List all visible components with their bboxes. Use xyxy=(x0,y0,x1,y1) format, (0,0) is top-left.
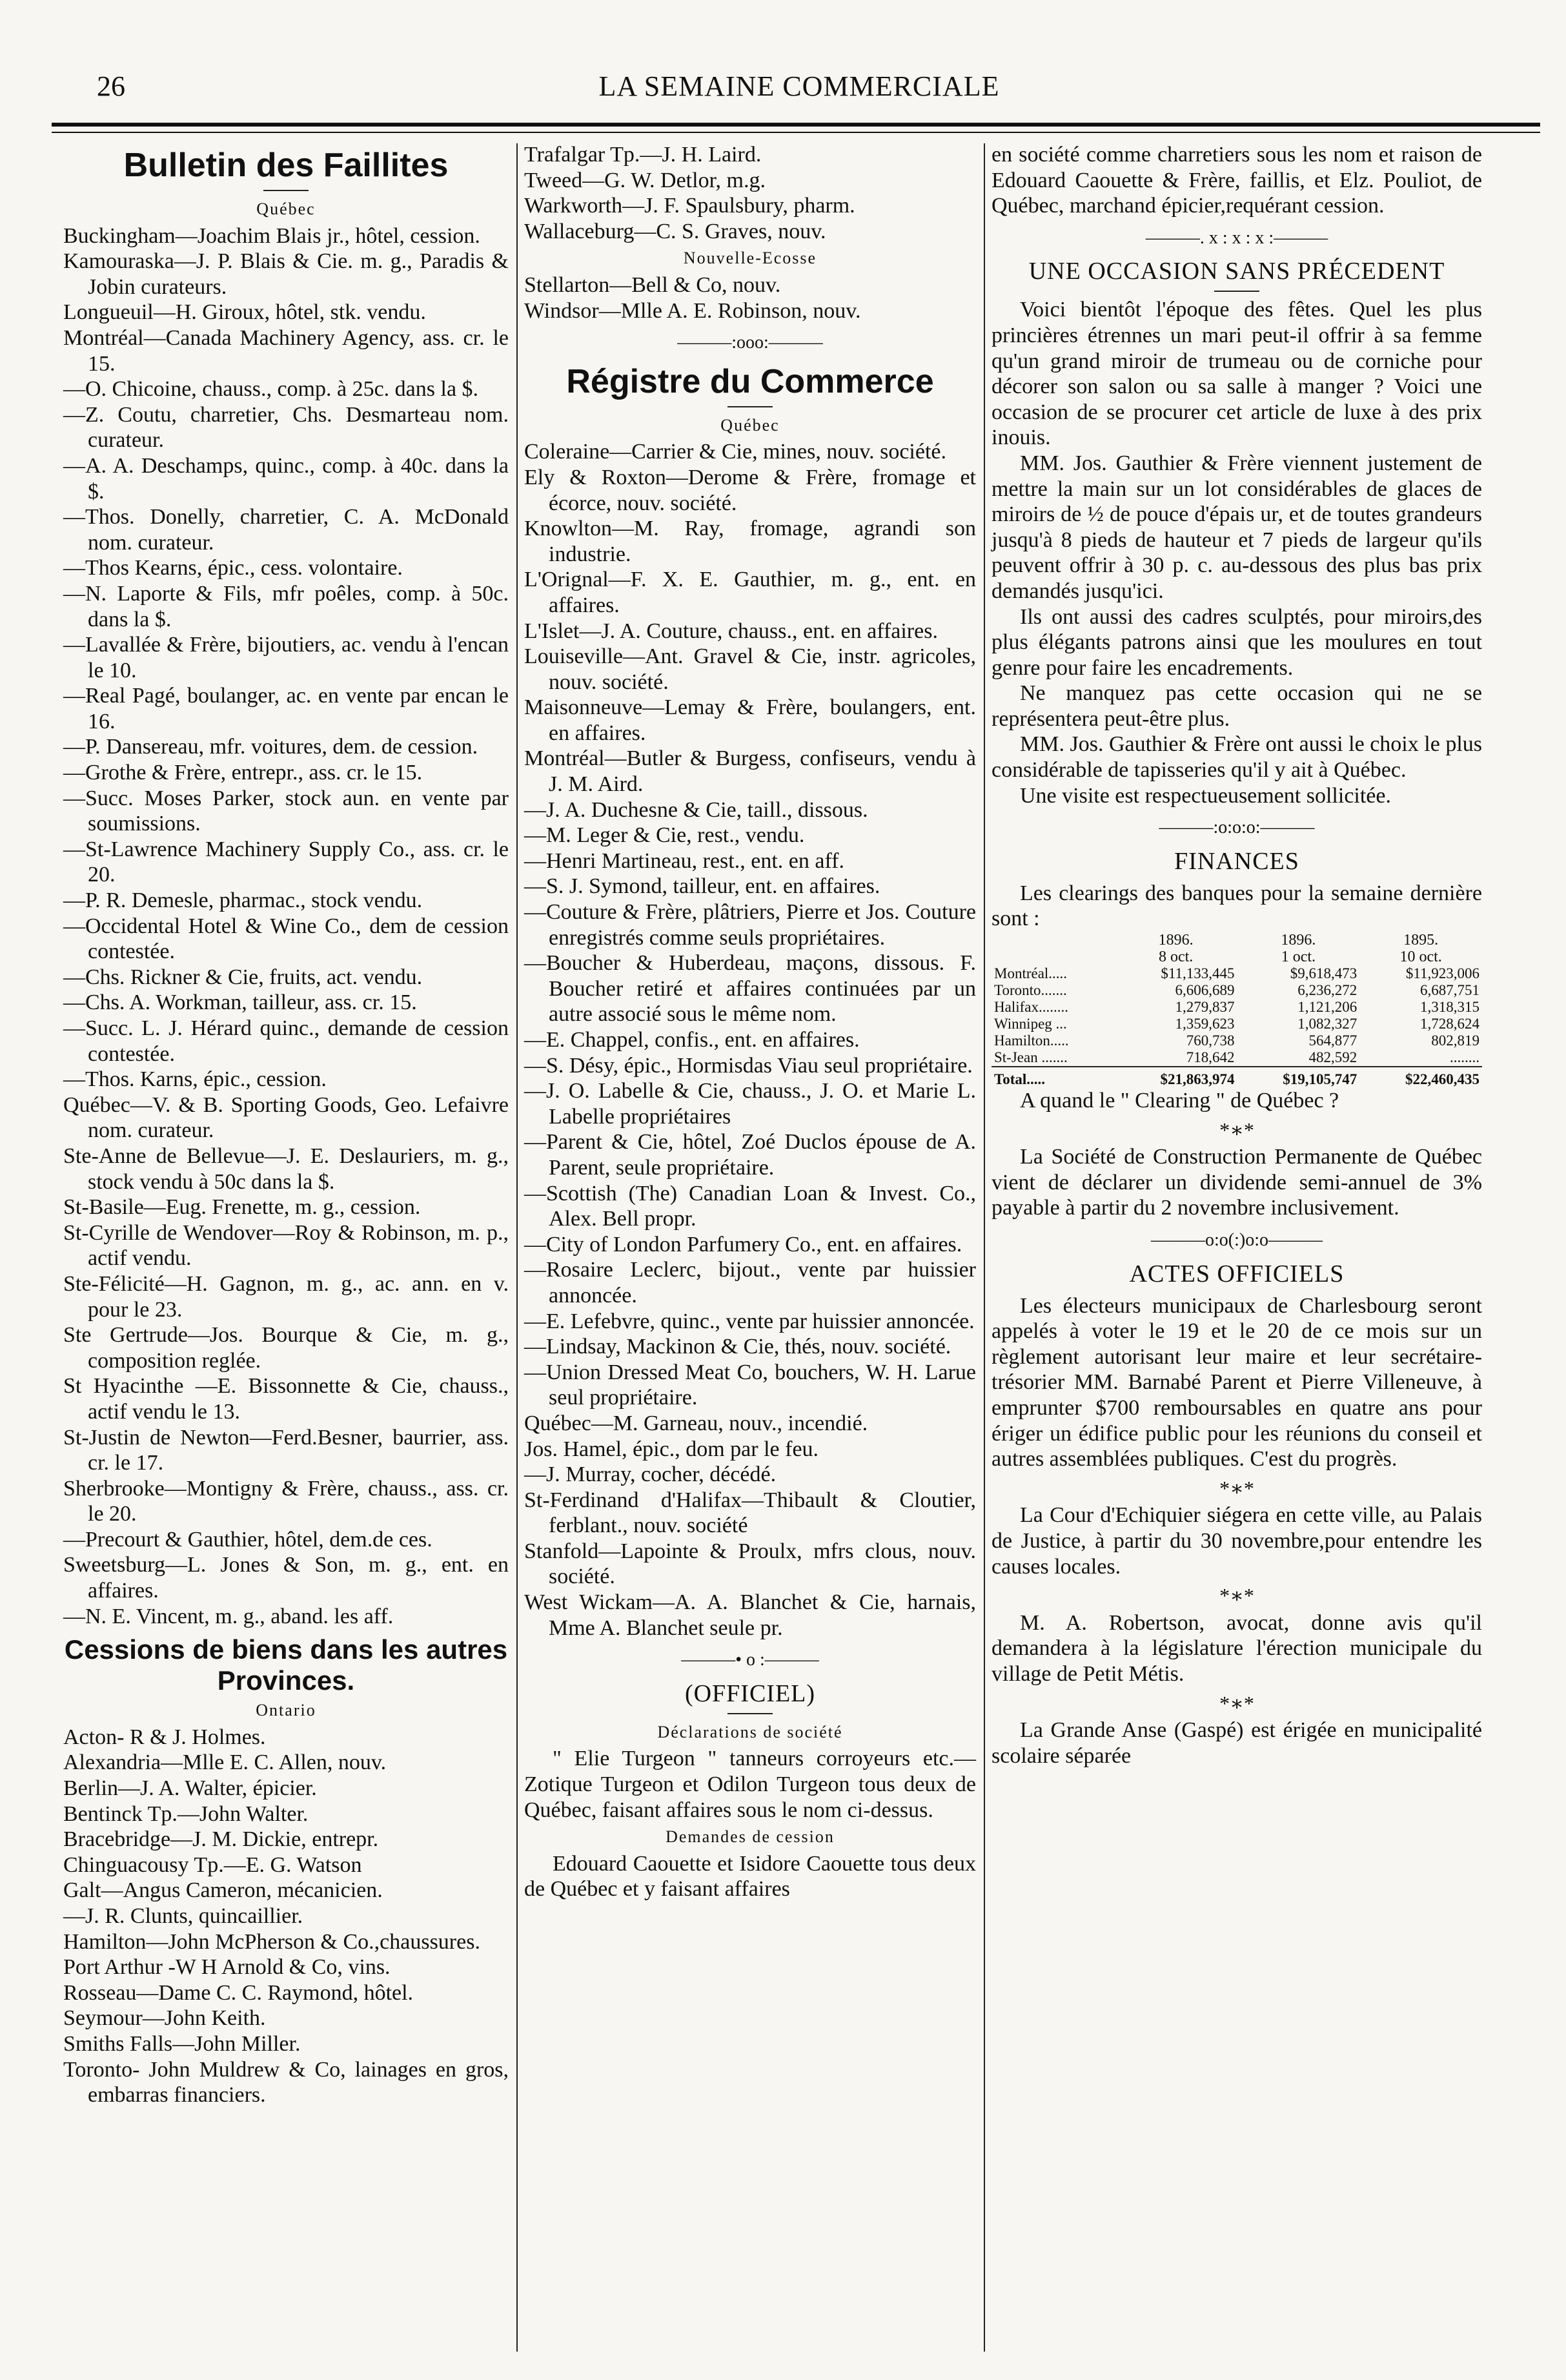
paragraph: Voici bientôt l'époque des fêtes. Quel les plus princières étrennes un mari peut-il offrir à sa femme qu'un grand miroir de trumeau ou de corniche pour décorer son salon ou sa salle à manger ? Voici une occasion de se procurer cet article de luxe à des prix inouis. xyxy=(991,298,1482,450)
table-cell: 1,318,315 xyxy=(1420,999,1480,1016)
list-item: —N. E. Vincent, m. g., aband. les aff. xyxy=(63,1604,394,1628)
paragraph: La Grande Anse (Gaspé) est érigée en municipalité scolaire séparée xyxy=(991,1718,1482,1768)
table-cell: Total..... xyxy=(991,1067,1115,1088)
list-item: Acton- R & J. Holmes. xyxy=(63,1725,266,1749)
list-item: Longueuil—H. Giroux, hôtel, stk. vendu. xyxy=(63,300,426,325)
list-item: Smiths Falls—John Miller. xyxy=(63,2031,301,2056)
list-item: Montréal—Butler & Burgess, confiseurs, vendu à J. M. Aird. xyxy=(524,746,976,797)
table-cell: $21,863,974 xyxy=(1115,1067,1237,1088)
list-item: Québec—M. Garneau, nouv., incendié. xyxy=(524,1411,868,1435)
list-item: —N. Laporte & Fils, mfr poêles, comp. à 50c. dans la $. xyxy=(63,581,509,631)
table-cell: 1895. xyxy=(1403,932,1439,949)
list-item: —A. A. Deschamps, quinc., comp. à 40c. dans la $. xyxy=(63,453,509,504)
list-item: St-Cyrille de Wendover—Roy & Robinson, m. p., actif vendu. xyxy=(63,1220,509,1271)
list-item: Kamouraska—J. P. Blais & Cie. m. g., Paradis & Jobin curateurs. xyxy=(63,249,509,299)
subsection-label: Déclarations de société xyxy=(657,1722,843,1741)
list-item: Buckingham—Joachim Blais jr., hôtel, cession. xyxy=(63,223,480,248)
paragraph: La Société de Construction Permanente de Québec vient de déclarer un dividende semi-annuel de 3% payable à partir du 2 novembre inclusivement. xyxy=(991,1145,1482,1220)
list-item: Bentinck Tp.—John Walter. xyxy=(63,1801,309,1826)
paragraph: Ils ont aussi des cadres sculptés, pour miroirs,des plus élégants patrons ainsi que les moulures en tout genre pour faire les encadrements. xyxy=(991,604,1482,680)
column-1 xyxy=(63,142,509,2108)
list-item: —Thos. Donelly, charretier, C. A. McDonald nom. curateur. xyxy=(63,505,509,555)
table-row xyxy=(991,949,1482,965)
list-item: Ste Gertrude—Jos. Bourque & Cie, m. g., composition reglée. xyxy=(63,1323,509,1373)
section-heading: FINANCES xyxy=(1174,847,1299,875)
list-item: —J. R. Clunts, quincaillier. xyxy=(63,1904,303,1928)
paragraph-group xyxy=(991,297,1482,808)
list-item: —Union Dressed Meat Co, bouchers, W. H. Larue seul propriétaire. xyxy=(524,1360,976,1410)
table-cell: 1 oct. xyxy=(1281,949,1316,966)
paragraph: MM. Jos. Gauthier & Frère viennent justement de mettre la main sur un lot considérables de glaces de miroirs de ½ de pouce d'épais ur, et de toutes grandeurs jusqu'à 8 pieds de hauteur et 7 pieds de largeur qu'ils peuvent offrir à 30 p. c. au-dessous des plus bas prix demandés jusqu'ici. xyxy=(991,451,1482,603)
page-title: LA SEMAINE COMMERCIALE xyxy=(598,70,1000,102)
header-rule-thick xyxy=(52,123,1540,127)
asterism: *∗* xyxy=(1219,1584,1254,1608)
paragraph: M. A. Robertson, avocat, donne avis qu'il demandera à la législature l'érection municipale du village de Petit Métis. xyxy=(991,1610,1482,1686)
list-item: —Henri Martineau, rest., ent. en aff. xyxy=(524,848,844,873)
column-3 xyxy=(991,142,1482,1769)
list-item: Stellarton—Bell & Co, nouv. xyxy=(524,272,781,297)
list-item: Rosseau—Dame C. C. Raymond, hôtel. xyxy=(63,1980,414,2005)
section-heading: Bulletin des Faillites xyxy=(123,147,449,184)
list-item: —Rosaire Leclerc, bijout., vente par huissier annoncée. xyxy=(524,1258,976,1308)
table-row xyxy=(991,965,1482,982)
list-item: Tweed—G. W. Detlor, m.g. xyxy=(524,168,766,192)
list-item: —St-Lawrence Machinery Supply Co., ass. cr. le 20. xyxy=(63,837,509,887)
list-item: Trafalgar Tp.—J. H. Laird. xyxy=(524,143,762,167)
list-item: —M. Leger & Cie, rest., vendu. xyxy=(524,823,805,848)
list-item: Chinguacousy Tp.—E. G. Watson xyxy=(63,1852,362,1877)
list-item: Sherbrooke—Montigny & Frère, chauss., ass. cr. le 20. xyxy=(63,1476,509,1526)
entry-list xyxy=(63,223,509,1630)
list-item: —S. Désy, épic., Hormisdas Viau seul propriétaire. xyxy=(524,1053,973,1078)
table-cell: $22,460,435 xyxy=(1359,1067,1482,1088)
paragraph: en société comme charretiers sous les nom et raison de Edouard Caouette & Frère, faillis, et Elz. Pouliot, de Québec, marchand épicier,requérant cession. xyxy=(991,143,1482,218)
list-item: —Precourt & Gauthier, hôtel, dem.de ces. xyxy=(63,1527,432,1552)
list-item: Warkworth—J. F. Spaulsbury, pharm. xyxy=(524,194,855,218)
list-item: —J. A. Duchesne & Cie, taill., dissous. xyxy=(524,797,868,822)
paragraph: La Cour d'Echiquier siégera en cette ville, au Palais de Justice, à partir du 30 novembre,pour entendre les causes locales. xyxy=(991,1503,1482,1579)
list-item: Coleraine—Carrier & Cie, mines, nouv. société. xyxy=(524,440,947,464)
list-item: Maisonneuve—Lemay & Frère, boulangers, ent. en affaires. xyxy=(524,695,976,745)
list-item: Jos. Hamel, épic., dom par le feu. xyxy=(524,1437,819,1461)
paragraph: A quand le " Clearing " de Québec ? xyxy=(1020,1089,1339,1113)
ornament-separator: ———. x : x : x :——— xyxy=(1145,227,1328,248)
table-cell: 1896. xyxy=(1158,932,1194,949)
list-item: —P. R. Demesle, pharmac., stock vendu. xyxy=(63,888,423,913)
table-cell: $11,923,006 xyxy=(1405,965,1480,982)
table-row xyxy=(991,1049,1482,1067)
paragraph: MM. Jos. Gauthier & Frère ont aussi le choix le plus considérable de tapisseries qu'il y ait à Québec. xyxy=(991,732,1482,783)
list-item: —J. Murray, cocher, décédé. xyxy=(524,1462,777,1487)
divider xyxy=(1214,291,1259,292)
list-item: —P. Dansereau, mfr. voitures, dem. de cession. xyxy=(63,735,478,759)
table-cell: 564,877 xyxy=(1308,1032,1358,1049)
list-item: —Chs. Rickner & Cie, fruits, act. vendu. xyxy=(63,965,423,989)
clearings-table xyxy=(991,932,1482,1088)
table-row-total xyxy=(991,1067,1482,1088)
list-item: Windsor—Mlle A. E. Robinson, nouv. xyxy=(524,298,861,323)
table-cell: 6,687,751 xyxy=(1420,982,1480,999)
table-cell: $11,133,445 xyxy=(1161,965,1235,982)
table-row xyxy=(991,1032,1482,1049)
list-item: —Lindsay, Mackinon & Cie, thés, nouv. société. xyxy=(524,1335,951,1359)
table-cell: 10 oct. xyxy=(1399,949,1442,966)
list-item: —Z. Coutu, charretier, Chs. Desmarteau nom. curateur. xyxy=(63,402,509,453)
list-item: —Couture & Frère, plâtriers, Pierre et Jos. Couture enregistrés comme seuls propriétaires. xyxy=(524,900,976,950)
ornament-separator: ———o:o(:)o:o——— xyxy=(1151,1230,1323,1250)
list-item: —Real Pagé, boulanger, ac. en vente par encan le 16. xyxy=(63,684,509,733)
section-heading: Régistre du Commerce xyxy=(566,362,934,400)
asterism: *∗* xyxy=(1219,1118,1254,1142)
divider xyxy=(727,1713,773,1714)
list-item: —Chs. A. Workman, tailleur, ass. cr. 15. xyxy=(63,990,417,1015)
list-item: Sweetsburg—L. Jones & Son, m. g., ent. en affaires. xyxy=(63,1553,509,1603)
list-item: Port Arthur -W H Arnold & Co, vins. xyxy=(63,1955,391,1980)
asterism: *∗* xyxy=(1219,1691,1254,1715)
table-cell: 1,121,206 xyxy=(1297,999,1358,1016)
table-cell: 482,592 xyxy=(1308,1049,1358,1066)
list-item: St-Basile—Eug. Frenette, m. g., cession. xyxy=(63,1195,421,1220)
list-item: St-Ferdinand d'Halifax—Thibault & Cloutier, ferblant., nouv. société xyxy=(524,1488,976,1538)
entry-list xyxy=(524,142,976,244)
table-cell: 802,819 xyxy=(1431,1032,1480,1049)
table-cell: ........ xyxy=(1450,1049,1480,1066)
section-heading: UNE OCCASION SANS PRÉCEDENT xyxy=(1028,258,1445,285)
list-item: Wallaceburg—C. S. Graves, nouv. xyxy=(524,219,826,243)
divider xyxy=(263,190,309,191)
list-item: Alexandria—Mlle E. C. Allen, nouv. xyxy=(63,1750,387,1775)
table-cell: $19,105,747 xyxy=(1237,1067,1359,1088)
list-item: Québec—V. & B. Sporting Goods, Geo. Lefaivre nom. curateur. xyxy=(63,1093,509,1143)
table-cell: 6,606,689 xyxy=(1175,982,1235,999)
paragraph: Edouard Caouette et Isidore Caouette tous deux de Québec et y faisant affaires xyxy=(524,1851,976,1902)
column-divider xyxy=(984,143,985,2352)
list-item: —E. Chappel, confis., ent. en affaires. xyxy=(524,1028,860,1052)
table-cell xyxy=(991,932,1115,949)
page-number: 26 xyxy=(97,70,125,102)
entry-list xyxy=(524,439,976,1641)
section-heading: Cessions de biens dans les autres Provinces. xyxy=(64,1634,508,1696)
table-row xyxy=(991,932,1482,949)
section-heading: (OFFICIEL) xyxy=(684,1679,816,1707)
list-item: Berlin—J. A. Walter, épicier. xyxy=(63,1776,317,1801)
table-cell: 760,738 xyxy=(1186,1032,1235,1049)
list-item: —Parent & Cie, hôtel, Zoé Duclos épouse de A. Parent, seule propriétaire. xyxy=(524,1130,976,1180)
list-item: —S. J. Symond, tailleur, ent. en affaires. xyxy=(524,874,880,899)
list-item: —Grothe & Frère, entrepr., ass. cr. le 15. xyxy=(63,761,423,785)
paragraph: Une visite est respectueusement sollicitée. xyxy=(1020,783,1391,808)
paragraph: Les clearings des banques pour la semaine dernière sont : xyxy=(991,881,1482,931)
ornament-separator: ———:ooo:——— xyxy=(677,333,823,353)
table-cell: 1,279,837 xyxy=(1175,999,1235,1016)
table-cell: Montréal..... xyxy=(994,965,1068,982)
divider xyxy=(727,406,773,407)
list-item: Ste-Félicité—H. Gagnon, m. g., ac. ann. en v. pour le 23. xyxy=(63,1271,509,1322)
list-item: Toronto- John Muldrew & Co, lainages en gros, embarras financiers. xyxy=(63,2057,509,2108)
header-rule-thin xyxy=(52,132,1540,133)
table-cell: Hamilton..... xyxy=(994,1032,1069,1049)
list-item: L'Orignal—F. X. E. Gauthier, m. g., ent. en affaires. xyxy=(524,568,976,617)
column-2 xyxy=(524,142,976,1902)
table-cell: 8 oct. xyxy=(1158,949,1194,966)
table-row xyxy=(991,1016,1482,1032)
entry-list xyxy=(524,272,976,323)
province-label: Québec xyxy=(256,200,316,218)
table-cell: 1,082,327 xyxy=(1297,1016,1358,1032)
paragraph-group xyxy=(991,1293,1482,1769)
list-item: —O. Chicoine, chauss., comp. à 25c. dans la $. xyxy=(63,377,479,402)
list-item: —E. Lefebvre, quinc., vente par huissier annoncée. xyxy=(524,1309,975,1333)
list-item: St-Justin de Newton—Ferd.Besner, baurrier, ass. cr. le 17. xyxy=(63,1425,509,1475)
list-item: Seymour—John Keith. xyxy=(63,2006,266,2031)
list-item: —Thos Kearns, épic., cess. volontaire. xyxy=(63,556,403,580)
province-label: Québec xyxy=(720,415,780,435)
list-item: —Succ. Moses Parker, stock aun. en vente par soumissions. xyxy=(63,786,509,836)
table-row xyxy=(991,982,1482,999)
list-item: —Lavallée & Frère, bijoutiers, ac. vendu à l'encan le 10. xyxy=(63,633,509,682)
list-item: —Boucher & Huberdeau, maçons, dissous. F. Boucher retiré et affaires continuées par un autre associé sous le même nom. xyxy=(524,951,976,1027)
list-item: Hamilton—John McPherson & Co.,chaussures. xyxy=(63,1929,480,1954)
list-item: —Scottish (The) Canadian Loan & Invest. Co., Alex. Bell propr. xyxy=(524,1181,976,1231)
table-cell: Winnipeg ... xyxy=(994,1016,1067,1032)
table-cell: Halifax........ xyxy=(994,999,1068,1016)
list-item: St Hyacinthe —E. Bissonnette & Cie, chauss., actif vendu le 13. xyxy=(63,1374,509,1424)
table-cell: $9,618,473 xyxy=(1290,965,1358,982)
table-cell: 718,642 xyxy=(1186,1049,1235,1066)
list-item: —J. O. Labelle & Cie, chauss., J. O. et Marie L. Labelle propriétaires xyxy=(524,1079,976,1129)
list-item: Louiseville—Ant. Gravel & Cie, instr. agricoles, nouv. société. xyxy=(524,644,976,694)
list-item: Galt—Angus Cameron, mécanicien. xyxy=(63,1878,383,1903)
list-item: Knowlton—M. Ray, fromage, agrandi son industrie. xyxy=(524,517,976,566)
table-row xyxy=(991,999,1482,1016)
paragraph: Les électeurs municipaux de Charlesbourg seront appelés à voter le 19 et le 20 de ce mois sur un règlement autorisant leur maire et leur secrétaire-trésorier MM. Barnabé Parent et Pierre Villeneuve, à emprunter $700 remboursables en quatre ans pour ériger un édifice public pour les réunions du conseil et autres assemblées publiques. C'est du progrès. xyxy=(991,1293,1482,1472)
list-item: L'Islet—J. A. Couture, chauss., ent. en affaires. xyxy=(524,619,938,643)
section-heading: ACTES OFFICIELS xyxy=(1129,1260,1345,1287)
list-item: —Thos. Karns, épic., cession. xyxy=(63,1067,327,1092)
column-divider xyxy=(516,143,518,2352)
list-item: West Wickam—A. A. Blanchet & Cie, harnais, Mme A. Blanchet seule pr. xyxy=(524,1590,976,1640)
table-cell: 1,728,624 xyxy=(1420,1016,1480,1032)
table-cell: Toronto....... xyxy=(994,982,1067,999)
table-cell: 6,236,272 xyxy=(1297,982,1358,999)
list-item: —Succ. L. J. Hérard quinc., demande de cession contestée. xyxy=(63,1016,509,1066)
paragraph: " Elie Turgeon " tanneurs corroyeurs etc.—Zotique Turgeon et Odilon Turgeon tous deux de Québec, faisant affaires sous le nom ci-dessus. xyxy=(524,1747,976,1822)
province-label: Nouvelle-Ecosse xyxy=(683,249,817,268)
province-label: Ontario xyxy=(256,1701,316,1720)
ornament-separator: ———• o :——— xyxy=(681,1650,819,1670)
table-body xyxy=(991,965,1482,1067)
page-header xyxy=(84,65,1514,116)
paragraph: Ne manquez pas cette occasion qui ne se représentera peut-être plus. xyxy=(991,681,1482,731)
table-cell: St-Jean ....... xyxy=(994,1049,1068,1066)
table-cell: 1896. xyxy=(1281,932,1316,949)
list-item: Ely & Roxton—Derome & Frère, fromage et écorce, nouv. société. xyxy=(524,465,976,515)
list-item: Montréal—Canada Machinery Agency, ass. cr. le 15. xyxy=(63,325,509,376)
list-item: Bracebridge—J. M. Dickie, entrepr. xyxy=(63,1827,379,1852)
table-cell xyxy=(991,949,1115,965)
asterism: *∗* xyxy=(1219,1476,1254,1500)
entry-list xyxy=(63,1725,509,2108)
ornament-separator: ———:o:o:o:——— xyxy=(1159,817,1315,838)
list-item: Stanfold—Lapointe & Proulx, mfrs clous, nouv. société. xyxy=(524,1539,976,1589)
subsection-label: Demandes de cession xyxy=(666,1827,835,1847)
list-item: —City of London Parfumery Co., ent. en affaires. xyxy=(524,1232,962,1257)
table-cell: 1,359,623 xyxy=(1175,1016,1235,1032)
list-item: Ste-Anne de Bellevue—J. E. Deslauriers, m. g., stock vendu à 50c dans la $. xyxy=(63,1144,509,1194)
list-item: —Occidental Hotel & Wine Co., dem de cession contestée. xyxy=(63,914,509,964)
